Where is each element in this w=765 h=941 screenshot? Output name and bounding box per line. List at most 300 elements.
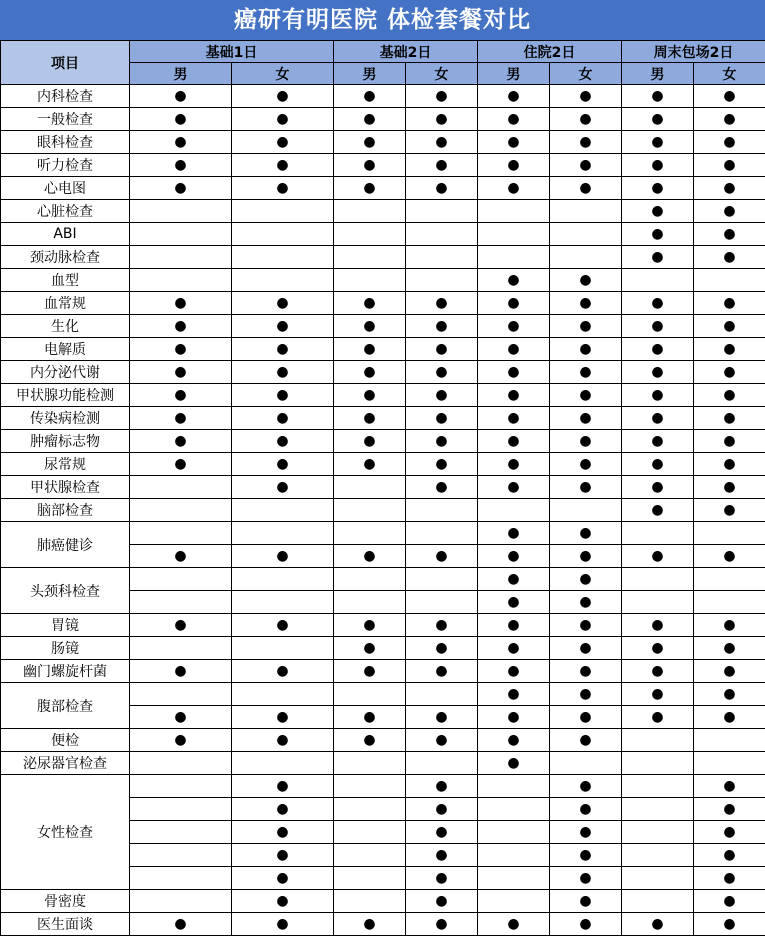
included-dot: ●	[478, 591, 550, 614]
included-dot: ●	[550, 545, 622, 568]
included-dot: ●	[694, 637, 765, 660]
included-dot: ●	[694, 292, 765, 315]
empty-cell	[334, 269, 406, 292]
empty-cell	[478, 798, 550, 821]
included-dot: ●	[478, 177, 550, 200]
item-name: 血常规	[1, 292, 130, 315]
included-dot: ●	[334, 913, 406, 936]
item-name: 内分泌代谢	[1, 361, 130, 384]
included-dot: ●	[232, 430, 334, 453]
empty-cell	[622, 591, 694, 614]
included-dot: ●	[406, 361, 478, 384]
empty-cell	[622, 752, 694, 775]
table-row	[1, 430, 765, 453]
included-dot: ●	[130, 315, 232, 338]
empty-cell	[334, 752, 406, 775]
empty-cell	[130, 798, 232, 821]
empty-cell	[622, 844, 694, 867]
gender-header-male: 男	[334, 63, 406, 85]
table-row	[1, 269, 765, 292]
empty-cell	[694, 752, 765, 775]
gender-header-male: 男	[478, 63, 550, 85]
empty-cell	[406, 683, 478, 706]
included-dot: ●	[232, 545, 334, 568]
table-row	[1, 315, 765, 338]
included-dot: ●	[334, 338, 406, 361]
empty-cell	[232, 591, 334, 614]
empty-cell	[334, 476, 406, 499]
item-name: 心电图	[1, 177, 130, 200]
included-dot: ●	[694, 361, 765, 384]
included-dot: ●	[232, 384, 334, 407]
table-row	[1, 637, 765, 660]
empty-cell	[232, 683, 334, 706]
included-dot: ●	[550, 407, 622, 430]
empty-cell	[334, 522, 406, 545]
included-dot: ●	[478, 752, 550, 775]
empty-cell	[622, 867, 694, 890]
empty-cell	[478, 223, 550, 246]
table-row	[1, 384, 765, 407]
included-dot: ●	[694, 844, 765, 867]
included-dot: ●	[622, 85, 694, 108]
table-row	[1, 361, 765, 384]
included-dot: ●	[550, 683, 622, 706]
item-name: 肠镜	[1, 637, 130, 660]
gender-header-female: 女	[550, 63, 622, 85]
empty-cell	[622, 798, 694, 821]
empty-cell	[694, 729, 765, 752]
empty-cell	[232, 522, 334, 545]
comparison-table	[0, 40, 765, 936]
item-name: 胃镜	[1, 614, 130, 637]
included-dot: ●	[622, 913, 694, 936]
empty-cell	[232, 637, 334, 660]
included-dot: ●	[550, 729, 622, 752]
included-dot: ●	[694, 177, 765, 200]
included-dot: ●	[334, 637, 406, 660]
empty-cell	[406, 499, 478, 522]
included-dot: ●	[406, 108, 478, 131]
included-dot: ●	[130, 453, 232, 476]
included-dot: ●	[334, 614, 406, 637]
included-dot: ●	[130, 154, 232, 177]
included-dot: ●	[406, 867, 478, 890]
included-dot: ●	[130, 660, 232, 683]
empty-cell	[478, 499, 550, 522]
included-dot: ●	[130, 430, 232, 453]
included-dot: ●	[334, 407, 406, 430]
item-name: 眼科检查	[1, 131, 130, 154]
included-dot: ●	[232, 292, 334, 315]
empty-cell	[406, 568, 478, 591]
included-dot: ●	[406, 338, 478, 361]
empty-cell	[694, 269, 765, 292]
included-dot: ●	[334, 292, 406, 315]
included-dot: ●	[694, 821, 765, 844]
included-dot: ●	[622, 614, 694, 637]
item-name: 心脏检查	[1, 200, 130, 223]
included-dot: ●	[130, 384, 232, 407]
table-row	[1, 108, 765, 131]
included-dot: ●	[622, 154, 694, 177]
included-dot: ●	[694, 200, 765, 223]
included-dot: ●	[478, 729, 550, 752]
included-dot: ●	[406, 798, 478, 821]
included-dot: ●	[622, 108, 694, 131]
included-dot: ●	[406, 315, 478, 338]
table-row	[1, 522, 765, 545]
included-dot: ●	[694, 798, 765, 821]
included-dot: ●	[478, 154, 550, 177]
included-dot: ●	[694, 85, 765, 108]
included-dot: ●	[478, 85, 550, 108]
item-name: 颈动脉检查	[1, 246, 130, 269]
item-name: 医生面谈	[1, 913, 130, 936]
table-row	[1, 223, 765, 246]
included-dot: ●	[694, 407, 765, 430]
included-dot: ●	[406, 890, 478, 913]
package-header: 周末包场2日	[622, 41, 765, 63]
included-dot: ●	[550, 844, 622, 867]
included-dot: ●	[694, 890, 765, 913]
empty-cell	[406, 269, 478, 292]
included-dot: ●	[622, 177, 694, 200]
empty-cell	[232, 269, 334, 292]
empty-cell	[334, 591, 406, 614]
table-row	[1, 752, 765, 775]
included-dot: ●	[406, 453, 478, 476]
empty-cell	[334, 223, 406, 246]
empty-cell	[406, 223, 478, 246]
included-dot: ●	[478, 292, 550, 315]
empty-cell	[130, 775, 232, 798]
included-dot: ●	[694, 315, 765, 338]
included-dot: ●	[232, 338, 334, 361]
included-dot: ●	[694, 131, 765, 154]
included-dot: ●	[478, 614, 550, 637]
package-header: 住院2日	[478, 41, 622, 63]
empty-cell	[334, 683, 406, 706]
included-dot: ●	[550, 177, 622, 200]
empty-cell	[622, 522, 694, 545]
included-dot: ●	[622, 223, 694, 246]
included-dot: ●	[694, 453, 765, 476]
included-dot: ●	[334, 706, 406, 729]
included-dot: ●	[622, 338, 694, 361]
included-dot: ●	[130, 131, 232, 154]
included-dot: ●	[478, 568, 550, 591]
item-name: 幽门螺旋杆菌	[1, 660, 130, 683]
included-dot: ●	[550, 637, 622, 660]
included-dot: ●	[550, 476, 622, 499]
included-dot: ●	[478, 545, 550, 568]
empty-cell	[478, 890, 550, 913]
empty-cell	[130, 867, 232, 890]
empty-cell	[232, 200, 334, 223]
table-row	[1, 499, 765, 522]
table-row	[1, 338, 765, 361]
included-dot: ●	[622, 706, 694, 729]
included-dot: ●	[232, 361, 334, 384]
included-dot: ●	[334, 131, 406, 154]
included-dot: ●	[232, 177, 334, 200]
empty-cell	[550, 499, 622, 522]
included-dot: ●	[406, 430, 478, 453]
table-row	[1, 913, 765, 936]
included-dot: ●	[478, 108, 550, 131]
included-dot: ●	[406, 729, 478, 752]
included-dot: ●	[130, 545, 232, 568]
empty-cell	[334, 798, 406, 821]
table-row	[1, 246, 765, 269]
item-name: 肿瘤标志物	[1, 430, 130, 453]
gender-header-female: 女	[232, 63, 334, 85]
included-dot: ●	[622, 407, 694, 430]
included-dot: ●	[694, 545, 765, 568]
included-dot: ●	[478, 660, 550, 683]
item-name: ABI	[1, 223, 130, 246]
included-dot: ●	[232, 108, 334, 131]
included-dot: ●	[694, 706, 765, 729]
empty-cell	[406, 200, 478, 223]
included-dot: ●	[694, 154, 765, 177]
included-dot: ●	[550, 614, 622, 637]
empty-cell	[130, 844, 232, 867]
included-dot: ●	[406, 476, 478, 499]
empty-cell	[334, 821, 406, 844]
included-dot: ●	[478, 430, 550, 453]
included-dot: ●	[334, 154, 406, 177]
item-column-header: 项目	[1, 41, 130, 85]
included-dot: ●	[406, 407, 478, 430]
included-dot: ●	[406, 913, 478, 936]
empty-cell	[130, 499, 232, 522]
included-dot: ●	[622, 637, 694, 660]
empty-cell	[478, 821, 550, 844]
included-dot: ●	[694, 338, 765, 361]
empty-cell	[130, 683, 232, 706]
empty-cell	[130, 223, 232, 246]
empty-cell	[550, 752, 622, 775]
included-dot: ●	[622, 384, 694, 407]
included-dot: ●	[232, 154, 334, 177]
included-dot: ●	[622, 315, 694, 338]
included-dot: ●	[550, 890, 622, 913]
included-dot: ●	[232, 775, 334, 798]
included-dot: ●	[478, 683, 550, 706]
empty-cell	[406, 522, 478, 545]
page-title: 癌研有明医院 体检套餐对比	[0, 0, 765, 40]
included-dot: ●	[130, 913, 232, 936]
included-dot: ●	[334, 85, 406, 108]
included-dot: ●	[694, 660, 765, 683]
table-row	[1, 154, 765, 177]
included-dot: ●	[694, 246, 765, 269]
empty-cell	[622, 269, 694, 292]
empty-cell	[694, 591, 765, 614]
included-dot: ●	[334, 545, 406, 568]
included-dot: ●	[550, 430, 622, 453]
table-row	[1, 200, 765, 223]
included-dot: ●	[406, 775, 478, 798]
included-dot: ●	[478, 476, 550, 499]
included-dot: ●	[406, 85, 478, 108]
included-dot: ●	[622, 292, 694, 315]
included-dot: ●	[622, 200, 694, 223]
item-name: 甲状腺检查	[1, 476, 130, 499]
included-dot: ●	[478, 453, 550, 476]
empty-cell	[334, 246, 406, 269]
included-dot: ●	[478, 637, 550, 660]
included-dot: ●	[406, 706, 478, 729]
included-dot: ●	[550, 821, 622, 844]
included-dot: ●	[130, 338, 232, 361]
included-dot: ●	[478, 361, 550, 384]
included-dot: ●	[406, 154, 478, 177]
item-name: 泌尿器官检查	[1, 752, 130, 775]
gender-header-female: 女	[694, 63, 765, 85]
included-dot: ●	[406, 545, 478, 568]
item-name: 头颈科检查	[1, 568, 130, 614]
empty-cell	[334, 499, 406, 522]
included-dot: ●	[694, 108, 765, 131]
included-dot: ●	[478, 522, 550, 545]
item-name: 女性检查	[1, 775, 130, 890]
empty-cell	[622, 775, 694, 798]
included-dot: ●	[406, 844, 478, 867]
empty-cell	[232, 568, 334, 591]
included-dot: ●	[334, 453, 406, 476]
table-row	[1, 568, 765, 591]
empty-cell	[232, 246, 334, 269]
empty-cell	[232, 223, 334, 246]
item-name: 脑部检查	[1, 499, 130, 522]
empty-cell	[478, 246, 550, 269]
included-dot: ●	[130, 614, 232, 637]
included-dot: ●	[550, 269, 622, 292]
included-dot: ●	[694, 913, 765, 936]
table-row	[1, 890, 765, 913]
included-dot: ●	[334, 384, 406, 407]
empty-cell	[406, 591, 478, 614]
included-dot: ●	[694, 499, 765, 522]
included-dot: ●	[694, 867, 765, 890]
empty-cell	[130, 269, 232, 292]
empty-cell	[130, 637, 232, 660]
included-dot: ●	[232, 844, 334, 867]
included-dot: ●	[550, 292, 622, 315]
included-dot: ●	[550, 913, 622, 936]
included-dot: ●	[694, 223, 765, 246]
empty-cell	[694, 568, 765, 591]
empty-cell	[334, 775, 406, 798]
empty-cell	[130, 200, 232, 223]
included-dot: ●	[130, 85, 232, 108]
included-dot: ●	[478, 131, 550, 154]
included-dot: ●	[694, 683, 765, 706]
included-dot: ●	[550, 315, 622, 338]
gender-header-male: 男	[130, 63, 232, 85]
included-dot: ●	[130, 407, 232, 430]
empty-cell	[478, 200, 550, 223]
included-dot: ●	[232, 315, 334, 338]
empty-cell	[334, 890, 406, 913]
included-dot: ●	[694, 476, 765, 499]
empty-cell	[130, 752, 232, 775]
table-row	[1, 775, 765, 798]
included-dot: ●	[232, 729, 334, 752]
gender-header-female: 女	[406, 63, 478, 85]
included-dot: ●	[232, 867, 334, 890]
item-name: 腹部检查	[1, 683, 130, 729]
included-dot: ●	[622, 246, 694, 269]
included-dot: ●	[334, 660, 406, 683]
item-name: 听力检查	[1, 154, 130, 177]
item-name: 电解质	[1, 338, 130, 361]
included-dot: ●	[406, 177, 478, 200]
included-dot: ●	[694, 384, 765, 407]
empty-cell	[232, 499, 334, 522]
item-name: 内科检查	[1, 85, 130, 108]
empty-cell	[130, 591, 232, 614]
gender-header-male: 男	[622, 63, 694, 85]
included-dot: ●	[406, 614, 478, 637]
empty-cell	[406, 246, 478, 269]
item-name: 甲状腺功能检测	[1, 384, 130, 407]
included-dot: ●	[232, 660, 334, 683]
included-dot: ●	[130, 706, 232, 729]
item-name: 骨密度	[1, 890, 130, 913]
item-name: 生化	[1, 315, 130, 338]
included-dot: ●	[334, 430, 406, 453]
included-dot: ●	[550, 131, 622, 154]
empty-cell	[232, 752, 334, 775]
included-dot: ●	[406, 384, 478, 407]
table-row	[1, 729, 765, 752]
included-dot: ●	[694, 614, 765, 637]
included-dot: ●	[694, 430, 765, 453]
empty-cell	[130, 890, 232, 913]
empty-cell	[130, 476, 232, 499]
empty-cell	[130, 522, 232, 545]
item-name: 传染病检测	[1, 407, 130, 430]
table-row	[1, 131, 765, 154]
empty-cell	[130, 246, 232, 269]
included-dot: ●	[622, 131, 694, 154]
included-dot: ●	[334, 108, 406, 131]
included-dot: ●	[232, 476, 334, 499]
item-name: 一般检查	[1, 108, 130, 131]
empty-cell	[550, 223, 622, 246]
included-dot: ●	[130, 361, 232, 384]
included-dot: ●	[550, 361, 622, 384]
included-dot: ●	[232, 890, 334, 913]
item-name: 肺癌健诊	[1, 522, 130, 568]
table-row	[1, 407, 765, 430]
included-dot: ●	[406, 131, 478, 154]
included-dot: ●	[550, 798, 622, 821]
included-dot: ●	[478, 315, 550, 338]
table-row	[1, 614, 765, 637]
table-row	[1, 177, 765, 200]
included-dot: ●	[550, 522, 622, 545]
included-dot: ●	[232, 821, 334, 844]
included-dot: ●	[550, 706, 622, 729]
item-name: 尿常规	[1, 453, 130, 476]
table-row	[1, 476, 765, 499]
empty-cell	[334, 200, 406, 223]
